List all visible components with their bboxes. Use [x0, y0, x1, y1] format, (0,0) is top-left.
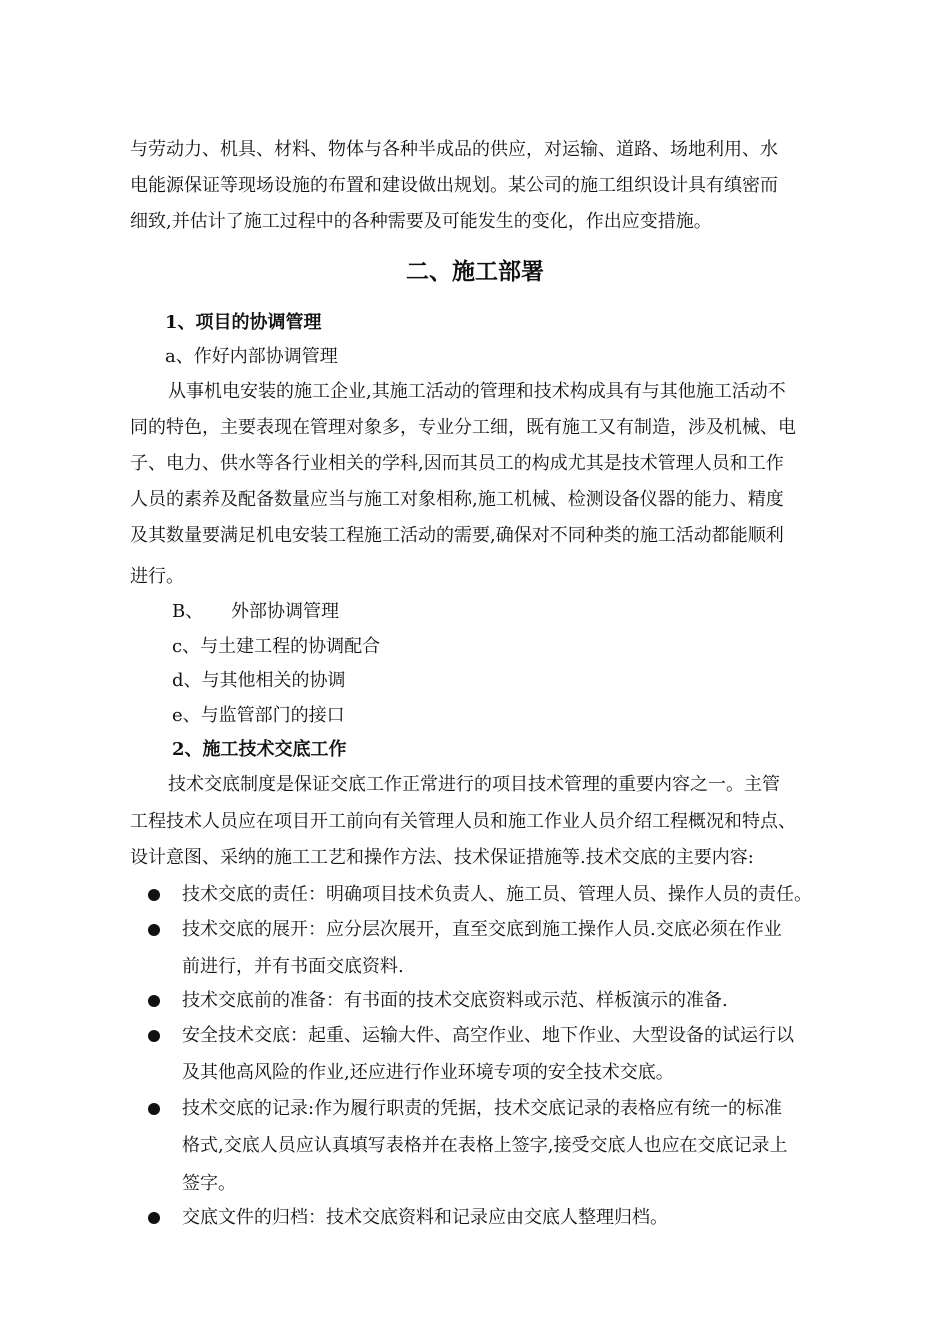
paragraph-line: 从事机电安装的施工企业,其施工活动的管理和技术构成具有与其他施工活动不	[168, 381, 786, 402]
bullet-text: 签字。	[182, 1173, 236, 1194]
paragraph-line: 工程技术人员应在项目开工前向有关管理人员和施工作业人员介绍工程概况和特点、	[130, 811, 796, 832]
subsection-heading-2: 2、施工技术交底工作	[172, 739, 347, 760]
bullet-text: 及其他高风险的作业,还应进行作业环境专项的安全技术交底。	[182, 1062, 674, 1083]
bullet-text: 格式,交底人员应认真填写表格并在表格上签字,接受交底人也应在交底记录上	[182, 1135, 788, 1156]
item-c: c、与土建工程的协调配合	[172, 636, 381, 657]
paragraph-line: 设计意图、采纳的施工工艺和操作方法、技术保证措施等.技术交底的主要内容:	[130, 847, 754, 868]
subsection-heading-1: 1、项目的协调管理	[165, 312, 322, 333]
bullet-icon	[148, 1030, 160, 1042]
intro-line: 与劳动力、机具、材料、物体与各种半成品的供应，对运输、道路、场地利用、水	[130, 139, 778, 160]
bullet-text: 技术交底前的准备：有书面的技术交底资料或示范、样板演示的准备.	[182, 990, 728, 1011]
bullet-text: 安全技术交底：起重、运输大件、高空作业、地下作业、大型设备的试运行以	[182, 1025, 794, 1046]
bullet-icon	[148, 924, 160, 936]
bullet-text: 交底文件的归档：技术交底资料和记录应由交底人整理归档。	[182, 1207, 668, 1228]
paragraph-line: 及其数量要满足机电安装工程施工活动的需要,确保对不同种类的施工活动都能顺利	[130, 525, 784, 546]
bullet-text: 技术交底的记录:作为履行职责的凭据，技术交底记录的表格应有统一的标准	[182, 1098, 783, 1119]
bullet-text: 技术交底的展开：应分层次展开，直至交底到施工操作人员.交底必须在作业	[182, 919, 782, 940]
paragraph-line: 技术交底制度是保证交底工作正常进行的项目技术管理的重要内容之一。主管	[168, 774, 780, 795]
bullet-icon	[148, 1103, 160, 1115]
bullet-icon	[148, 1212, 160, 1224]
bullet-icon	[148, 995, 160, 1007]
bullet-text: 前进行，并有书面交底资料.	[182, 956, 404, 977]
item-b-letter: B、	[172, 601, 204, 622]
paragraph-line: 子、电力、供水等各行业相关的学科,因而其员工的构成尤其是技术管理人员和工作	[130, 453, 784, 474]
section-title: 二、施工部署	[406, 259, 544, 285]
paragraph-line: 人员的素养及配备数量应当与施工对象相称,施工机械、检测设备仪器的能力、精度	[130, 489, 784, 510]
paragraph-line: 同的特色，主要表现在管理对象多，专业分工细，既有施工又有制造，涉及机械、电	[130, 417, 796, 438]
intro-line: 电能源保证等现场设施的布置和建设做出规划。某公司的施工组织设计具有缜密而	[130, 175, 778, 196]
item-b: 外部协调管理	[231, 601, 339, 622]
item-a: a、作好内部协调管理	[165, 346, 338, 367]
paragraph-line: 进行。	[130, 566, 184, 587]
bullet-icon	[148, 889, 160, 901]
bullet-text: 技术交底的责任：明确项目技术负责人、施工员、管理人员、操作人员的责任。	[182, 884, 812, 905]
item-e: e、与监管部门的接口	[172, 705, 345, 726]
intro-line: 细致,并估计了施工过程中的各种需要及可能发生的变化，作出应变措施。	[130, 211, 712, 232]
item-d: d、与其他相关的协调	[172, 670, 346, 691]
